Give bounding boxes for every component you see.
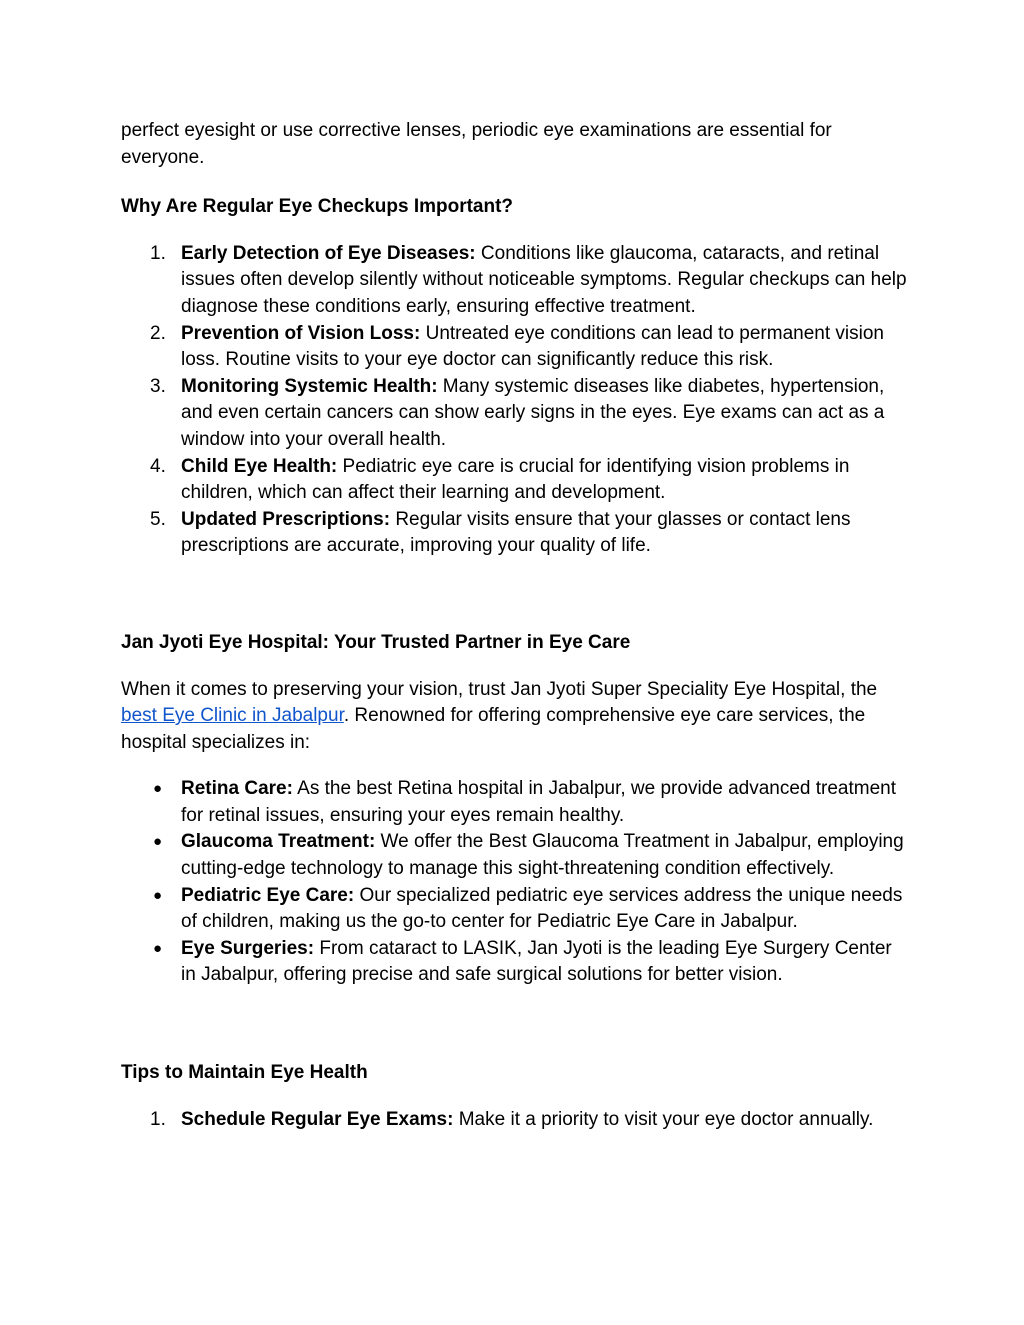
list-item-term: Schedule Regular Eye Exams: [181, 1108, 454, 1130]
numbered-list-tips [121, 1107, 911, 1134]
document-page [121, 118, 911, 1133]
list-item [121, 241, 911, 321]
list-item-text: From cataract to LASIK, Jan Jyoti is the leading Eye Surgery Center in Jabalpur, offering precise and safe surgical solutions for better vision. [181, 937, 892, 986]
section-heading-tips: Tips to Maintain Eye Health [121, 1062, 368, 1084]
hospital-paragraph [121, 677, 911, 757]
list-item-text: As the best Retina hospital in Jabalpur, we provide advanced treatment for retinal issues, ensuring your eyes remain healthy. [181, 778, 897, 826]
list-item-term: Retina Care: [181, 778, 293, 800]
list-item-text: Regular visits ensure that your glasses or contact lens prescriptions are accurate, improving your quality of life. [181, 508, 851, 557]
list-item-text: Our specialized pediatric eye services address the unique needs of children, making us the go-to center for Pediatric Eye Care in Jabalpur. [181, 884, 903, 933]
list-item-term: Updated Prescriptions: [181, 508, 391, 530]
list-item [121, 507, 911, 560]
list-item-text: Pediatric eye care is crucial for identifying vision problems in children, which can affect their learning and development. [181, 455, 850, 504]
intro-paragraph: perfect eyesight or use corrective lenses, periodic eye examinations are essential for everyone. [121, 120, 832, 168]
list-number: 5. [150, 508, 166, 530]
list-number: 1. [150, 242, 166, 264]
eye-clinic-link[interactable]: best Eye Clinic in Jabalpur [121, 705, 344, 727]
section-heading-jan-jyoti: Jan Jyoti Eye Hospital: Your Trusted Partner in Eye Care [121, 631, 631, 653]
bullet-icon: ● [153, 780, 163, 798]
list-item-text: Conditions like glaucoma, cataracts, and retinal issues often develop silently without noticeable symptoms. Regular checkups can help diagnose these conditions early, ensuring effective treatment. [181, 242, 907, 317]
list-number: 1. [150, 1108, 166, 1130]
numbered-list-importance [121, 241, 911, 560]
list-item-text: Untreated eye conditions can lead to permanent vision loss. Routine visits to your eye doctor can significantly reduce this risk. [181, 322, 884, 371]
list-number: 3. [150, 375, 166, 397]
list-item [121, 936, 911, 989]
bullet-icon: ● [153, 833, 163, 851]
list-item-term: Glaucoma Treatment: [181, 831, 376, 853]
list-item [121, 776, 911, 829]
list-item-term: Pediatric Eye Care: [181, 884, 355, 906]
bullet-icon: ● [153, 939, 163, 957]
list-item-text: Make it a priority to visit your eye doctor annually. [453, 1108, 874, 1130]
list-item-term: Prevention of Vision Loss: [181, 322, 421, 344]
list-item [121, 829, 911, 882]
bullet-icon: ● [153, 886, 163, 904]
list-item [121, 321, 911, 374]
bulleted-list-services [121, 776, 911, 989]
list-item-term: Early Detection of Eye Diseases: [181, 242, 476, 264]
list-item-term: Child Eye Health: [181, 455, 338, 477]
list-item [121, 883, 911, 936]
list-number: 4. [150, 455, 166, 477]
list-item [121, 1107, 911, 1134]
list-item-text: We offer the Best Glaucoma Treatment in Jabalpur, employing cutting-edge technology to manage this sight-threatening condition effectively. [181, 831, 904, 880]
list-item [121, 454, 911, 507]
list-item-term: Eye Surgeries: [181, 937, 315, 959]
paragraph-text-after-link: . Renowned for offering comprehensive eye care services, the hospital specializes in: [121, 705, 866, 753]
list-number: 2. [150, 322, 166, 344]
list-item-text: Many systemic diseases like diabetes, hypertension, and even certain cancers can show early signs in the eyes. Eye exams can act as a window into your overall health. [181, 375, 885, 450]
list-item [121, 374, 911, 454]
paragraph-text-before-link: When it comes to preserving your vision, trust Jan Jyoti Super Speciality Eye Hospital, the [121, 678, 878, 700]
list-item-term: Monitoring Systemic Health: [181, 375, 438, 397]
section-heading-why-checkups: Why Are Regular Eye Checkups Important? [121, 196, 514, 218]
